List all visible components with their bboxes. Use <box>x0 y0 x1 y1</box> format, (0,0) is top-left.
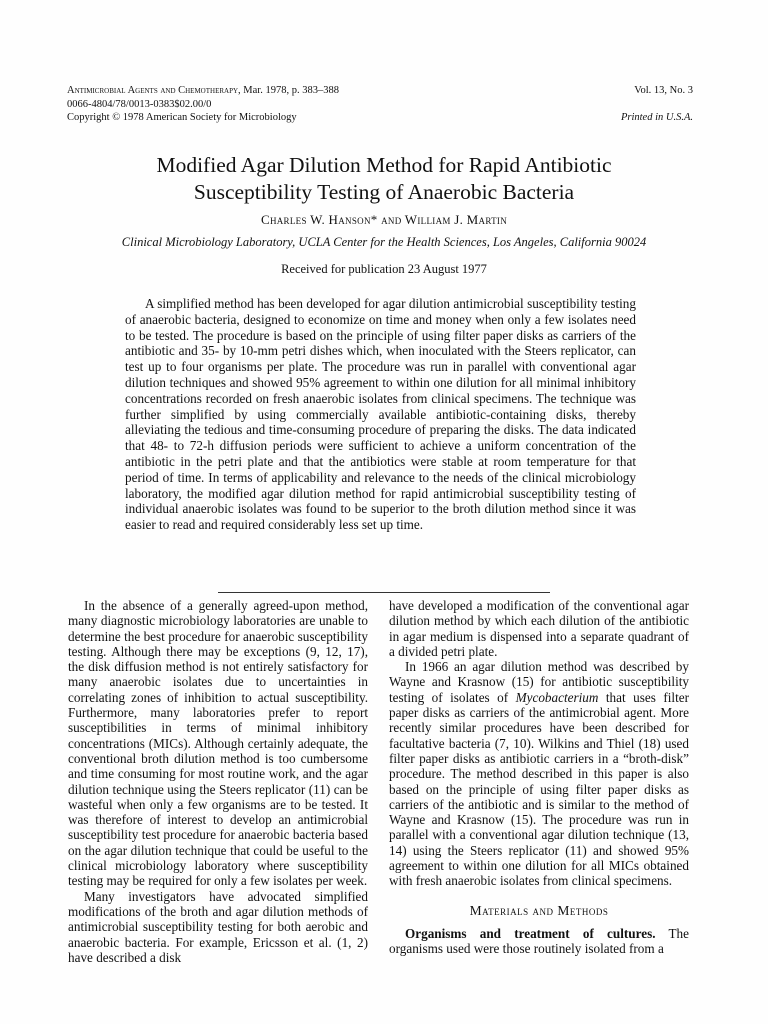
methods-text: The organisms used were those routinely isolated from a <box>389 925 689 957</box>
running-header-left <box>67 84 339 125</box>
p4-text-b: that uses filter paper disks as carriers of the antimicrobial agent. More recently similar procedures have been described for facultative bacteria (7, 10). Wilkins and Thiel (18) used filter paper disks as antibiotic carriers in a “broth-disk” procedure. The method described in this paper is also based on the principle of using filter paper disks as carriers of the antibiotic and is similar to the method of Wayne and Krasnow (15). The procedure was run in parallel with a conventional agar dilution technique (13, 14) using the Steers replicator (11) and showed 95% agreement to within one dilution for all MICs obtained with fresh anaerobic isolates from clinical specimens. <box>389 689 689 889</box>
volume-issue: Vol. 13, No. 3 <box>634 85 693 96</box>
body-column-right <box>389 598 689 957</box>
section-heading: Materials and Methods <box>469 902 609 918</box>
intro-paragraph-2: Many investigators have advocated simplified modifications of the broth and agar dilution methods of antimicrobial susceptibility testing for both aerobic and anaerobic bacteria. For example, Ericsson et al. (1, 2) have described a disk <box>68 888 368 965</box>
copyright-line: Copyright © 1978 American Society for Microbiology <box>67 112 297 123</box>
title-line-1: Modified Agar Dilution Method for Rapid Antibiotic <box>156 153 612 177</box>
received-date: Received for publication 23 August 1977 <box>281 262 487 276</box>
genus-name: Mycobacterium <box>515 689 599 705</box>
intro-paragraph-3: have developed a modification of the conventional agar dilution method by which each dilution of the antibiotic in agar medium is dispensed into a separate quadrant of a divided petri plate. <box>389 598 689 659</box>
p4-text-a: In 1966 an agar dilution method was described by Wayne and Krasnow (15) for antibiotic susceptibility testing of isolates of <box>389 659 689 705</box>
intro-paragraph-4 <box>389 659 689 888</box>
article-title <box>60 152 708 206</box>
printed-in: Printed in U.S.A. <box>620 112 693 123</box>
running-header-right <box>621 84 693 125</box>
title-line-2: Susceptibility Testing of Anaerobic Bacteria <box>193 180 575 204</box>
affiliation: Clinical Microbiology Laboratory, UCLA Center for the Health Sciences, Los Angeles, California 90024 <box>121 235 647 249</box>
abstract: A simplified method has been developed for agar dilution antimicrobial susceptibility testing of anaerobic bacteria, designed to economize on time and money when only a few isolates need to be tested. The procedure is based on the principle of using filter paper disks as carriers of the antibiotic and 35- by 10-mm petri dishes which, when inoculated with the Steers replicator, can test up to four organisms per plate. The procedure was run in parallel with conventional agar dilution techniques and showed 95% agreement to within one dilution for all minimal inhibitory concentrations recorded on fresh anaerobic isolates from clinical specimens. The technique was further simplified by using commercially available antibiotic-containing disks, thereby alleviating the tedious and time-consuming procedure of preparing the disks. The data indicated that 48- to 72-h diffusion periods were sufficient to achieve a uniform concentration of the antibiotic in the petri plate and that the antibiotics were stable at room temperature for that period of time. In terms of applicability and relevance to the needs of the clinical microbiology laboratory, the modified agar dilution method for rapid antimicrobial susceptibility testing of individual anaerobic isolates was found to be superior to the broth dilution method since it was easier to read and required considerably less set up time. <box>125 296 636 533</box>
issn-line: 0066-4804/78/0013-0383$02.00/0 <box>67 98 212 110</box>
subsection-heading: Organisms and treatment of cultures. <box>405 925 656 941</box>
intro-paragraph-1: In the absence of a generally agreed-upon method, many diagnostic microbiology laboratories are unable to determine the best procedure for anaerobic susceptibility testing. Although there may be exceptions (9, 12, 17), the disk diffusion method is not entirely satisfactory for many anaerobic isolates due to uncertainties in correlating zones of inhibition to actual susceptibility. Furthermore, many laboratories prefer to report susceptibilities in terms of minimal inhibitory concentrations (MICs). Although certainly adequate, the conventional broth dilution method is too cumbersome and time consuming for most routine work, and the agar dilution technique using the Steers replicator (11) can be wasteful when only a few organisms are to be tested. It was therefore of interest to develop an antimicrobial susceptibility test procedure for anaerobic bacteria based on the agar dilution technique that could be useful to the clinical microbiology laboratory where susceptibility testing may be required for only a few isolates per week. <box>68 598 368 889</box>
journal-citation: , Mar. 1978, p. 383–388 <box>238 85 339 96</box>
abstract-divider <box>218 592 550 593</box>
author-list: Charles W. Hanson* and William J. Martin <box>260 212 507 227</box>
body-column-left <box>68 598 368 965</box>
journal-name: Antimicrobial Agents and Chemotherapy <box>67 85 239 96</box>
methods-paragraph <box>389 926 689 957</box>
